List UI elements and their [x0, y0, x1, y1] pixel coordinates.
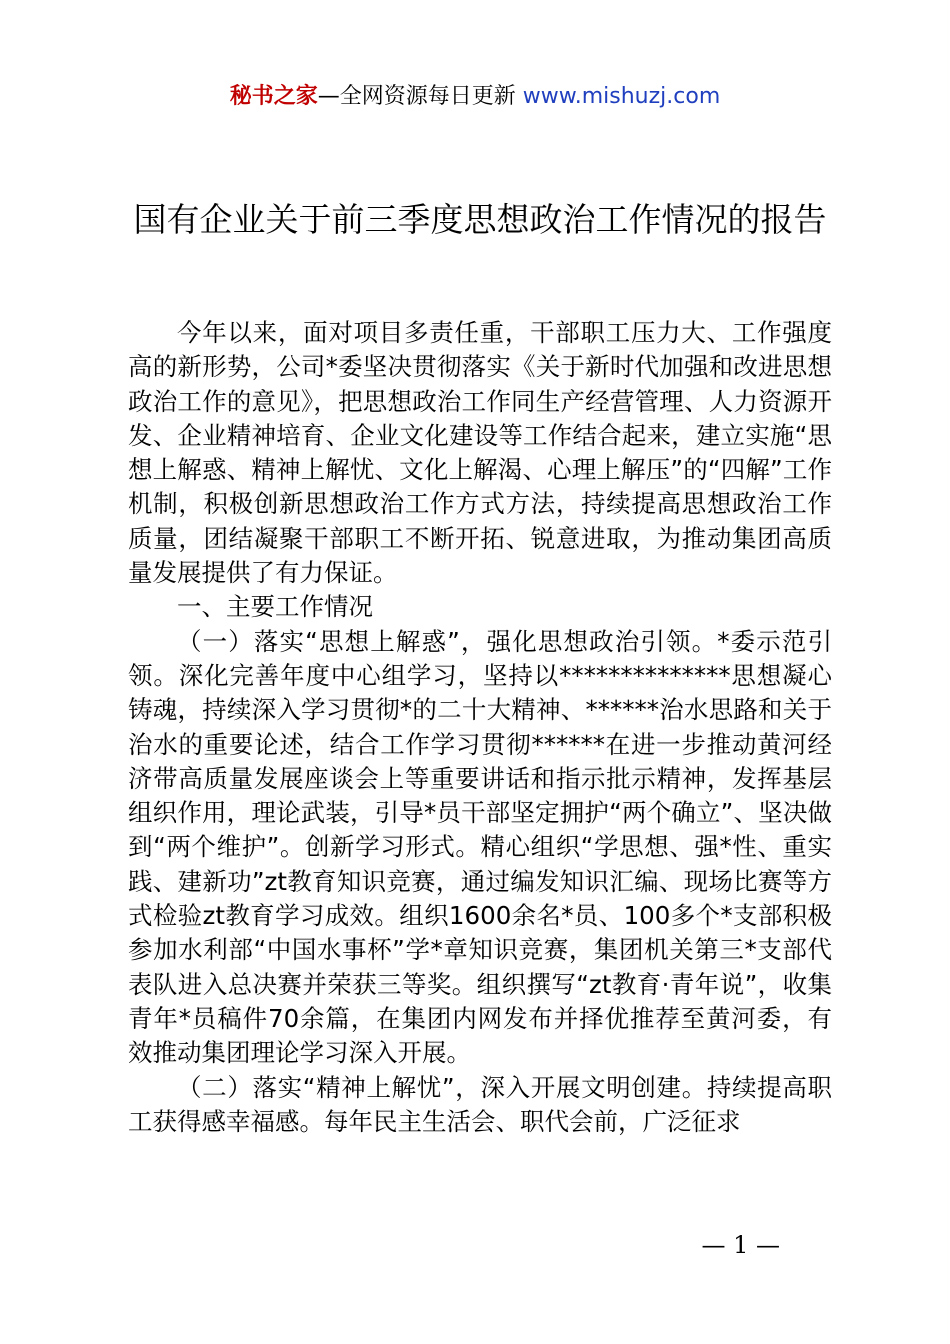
page-number: — 1 — [701, 1231, 780, 1259]
banner-slogan: —全网资源每日更新 [317, 84, 523, 109]
banner-brand: 秘书之家 [229, 84, 318, 109]
paragraph-intro: 今年以来，面对项目多责任重，干部职工压力大、工作强度高的新形势，公司*委坚决贯彻落实《关于新时代加强和改进思想政治工作的意见》，把思想政治工作同生产经营管理、人力资源开发、企业精神培育、企业文化建设等工作结合起来，建立实施“思想上解惑、精神上解忧、文化上解渴、心理上解压”的“四解”工作机制，积极创新思想政治工作方式方法，持续提高思想政治工作质量，团结凝聚干部职工不断开拓、锐意进取，为推动集团高质量发展提供了有力保证。 [128, 318, 832, 588]
paragraph-section-1: （一）落实“思想上解惑”，强化思想政治引领。*委示范引领。深化完善年度中心组学习，坚持以**************思想凝心铸魂，持续深入学习贯彻*的二十大精神、******治水思路和关于治水的重要论述，结合工作学习贯彻******在进一步推动黄河经济带高质量发展座谈会上等重要讲话和指示批示精神，发挥基层组织作用，理论武装，引导*员干部坚定拥护“两个确立”、坚决做到“两个维护”。创新学习形式。精心组织“学思想、强*性、重实践、建新功”zt教育知识竞赛，通过编发知识汇编、现场比赛等方式检验zt教育学习成效。组织1600余名*员、100多个*支部积极参加水利部“中国水事杯”学*章知识竞赛，集团机关第三*支部代表队进入总决赛并荣获三等奖。组织撰写“zt教育·青年说”，收集青年*员稿件70余篇，在集团内网发布并择优推荐至黄河委，有效推动集团理论学习深入开展。 [128, 626, 832, 1068]
document-body [128, 316, 832, 1139]
document-title: 国有企业关于前三季度思想政治工作情况的报告 [133, 200, 827, 239]
section-heading-main-work: 一、主要工作情况 [177, 592, 373, 622]
site-banner [0, 82, 950, 112]
banner-url[interactable]: www.mishuzj.com [522, 84, 721, 109]
paragraph-section-2: （二）落实“精神上解忧”，深入开展文明创建。持续提高职工获得感幸福感。每年民主生活会、职代会前，广泛征求 [128, 1072, 832, 1136]
